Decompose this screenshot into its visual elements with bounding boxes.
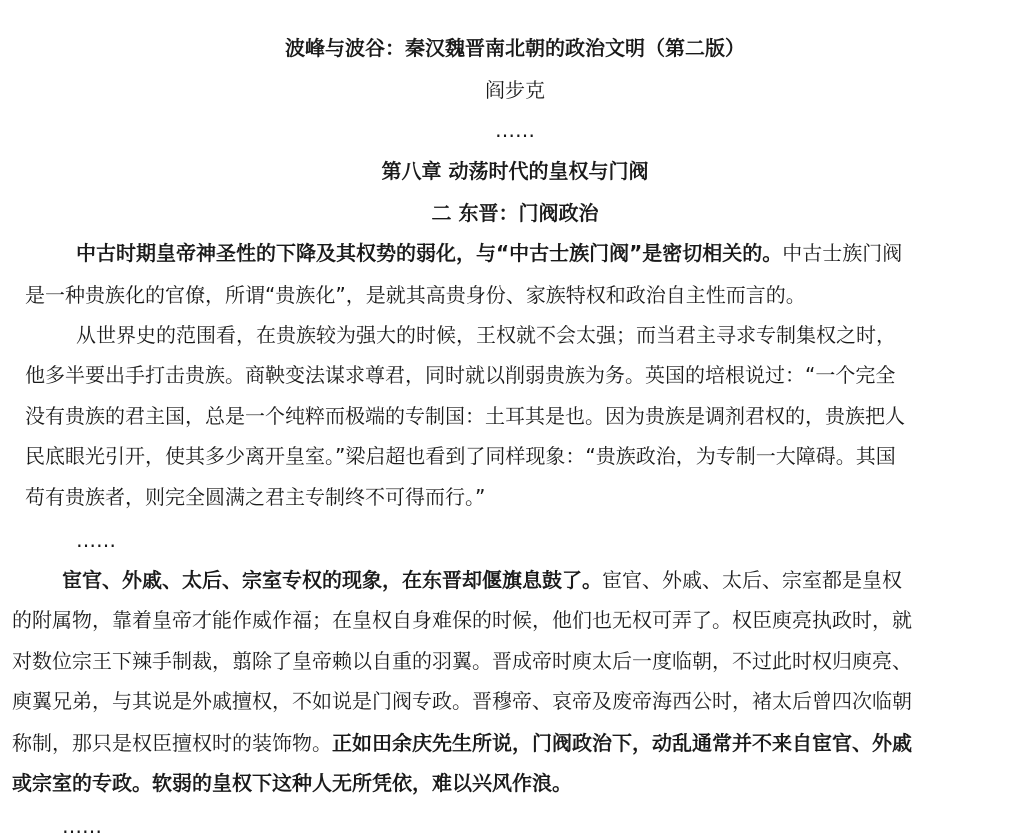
para1-line-1-rest: 中古士族门阀 [782,241,903,265]
para1-line-1 [76,239,902,267]
para2-line-1: 从世界史的范围看，在贵族较为强大的时候，王权就不会太强；而当君主寻求专制集权之时， [76,323,896,347]
para3-line-4: 庾翼兄弟，与其说是外戚擅权，不如说是门阀专政。晋穆帝、哀帝及废帝海西公时，褚太后曾四次临朝 [12,689,912,713]
para2-line-3: 没有贵族的君主国，总是一个纯粹而极端的专制国：土耳其是也。因为贵族是调剂君权的，贵族把人 [25,404,905,428]
para3-line-2: 的附属物，靠着皇帝才能作威作福；在皇权自身难保的时候，他们也无权可弄了。权臣庾亮执政时，就 [12,608,912,632]
para2-line-2: 他多半要出手打击贵族。商鞅变法谋求尊君，同时就以削弱贵族为务。英国的培根说过：“一个完全 [25,363,896,387]
book-title: 波峰与波谷：秦汉魏晋南北朝的政治文明（第二版） [285,36,745,60]
ellipsis-middle: …… [76,528,116,552]
para3-bold-quote: 正如田余庆先生所说，门阀政治下，动乱通常并不来自宦官、外戚 [332,731,912,755]
para2-line-4: 民底眼光引开，使其多少离开皇室。”梁启超也看到了同样现象：“贵族政治，为专制一大障碍。其国 [25,444,896,468]
ellipsis-top: …… [495,118,535,142]
para1-bold-lead: 中古时期皇帝神圣性的下降及其权势的弱化，与“中古士族门阀”是密切相关的。 [76,241,783,265]
chapter-heading: 第八章 动荡时代的皇权与门阀 [381,159,649,183]
book-author: 阎步克 [485,78,545,102]
para3-bold-lead: 宦官、外戚、太后、宗室专权的现象，在东晋却偃旗息鼓了。 [62,568,602,592]
para3-line-1 [62,566,902,594]
para3-line-3: 对数位宗王下辣手制裁，翦除了皇帝赖以自重的羽翼。晋成帝时庾太后一度临朝，不过此时权归庾亮、 [12,649,912,673]
para3-line-6: 或宗室的专政。软弱的皇权下这种人无所凭依，难以兴风作浪。 [12,771,572,795]
section-heading: 二 东晋：门阀政治 [431,201,599,225]
para3-line-1-rest: 宦官、外戚、太后、宗室都是皇权 [602,568,902,592]
para3-line-5 [12,729,912,757]
ellipsis-bottom: …… [62,814,102,838]
para1-line-2: 是一种贵族化的官僚，所谓“贵族化”，是就其高贵身份、家族特权和政治自主性而言的。 [25,283,806,307]
para2-line-5: 苟有贵族者，则完全圆满之君主专制终不可得而行。” [25,485,486,509]
para3-line-5-rest: 称制，那只是权臣擅权时的装饰物。 [12,731,332,755]
